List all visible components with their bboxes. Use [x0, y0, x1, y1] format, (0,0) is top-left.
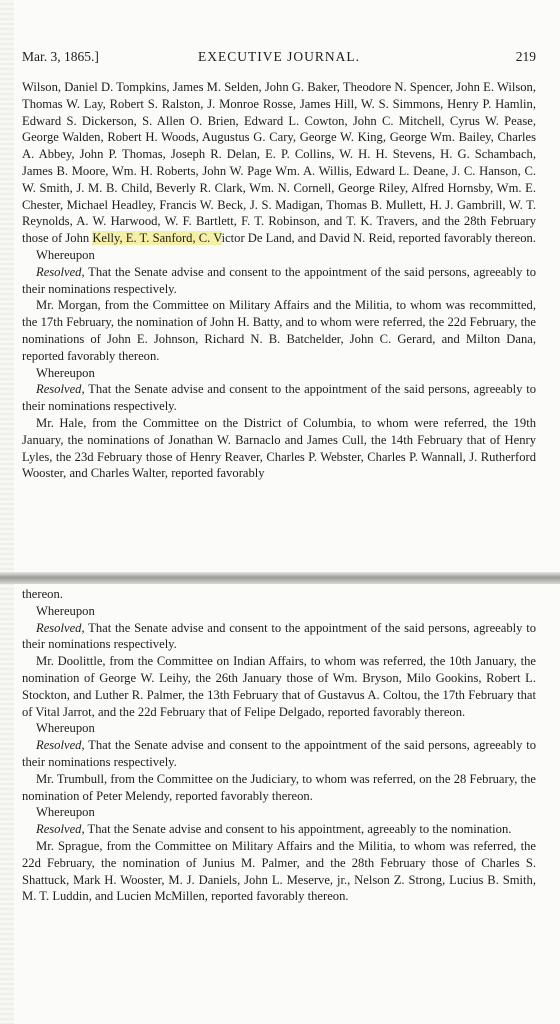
header-title: EXECUTIVE JOURNAL. [198, 49, 360, 64]
resolution-paragraph: Resolved, That the Senate advise and consent to his appointment, agreeably to the nomination. [36, 822, 512, 837]
whereupon-line: Whereupon [36, 603, 95, 618]
resolution-paragraph: Resolved, That the Senate advise and consent to the appointment of the said persons, agreeably to their nominations respectively. [22, 382, 536, 414]
resolution-paragraph: Resolved, That the Senate advise and consent to the appointment of the said persons, agreeably to their nominations respectively. [22, 620, 536, 652]
page-header [22, 48, 536, 66]
resolution-paragraph: Resolved, That the Senate advise and consent to the appointment of the said persons, agreeably to their nominations respectively. [22, 264, 536, 296]
header-page-number: 219 [515, 49, 536, 64]
text-block-upper [22, 79, 536, 570]
paragraph-continuation: thereon. [22, 587, 63, 601]
whereupon-line: Whereupon [36, 721, 95, 736]
text-block-lower [22, 586, 536, 905]
highlighted-text: Kelly, E. T. Sanford, C. V [92, 231, 222, 246]
page-edge [0, 0, 14, 1024]
paragraph-hale: Mr. Hale, from the Committee on the District of Columbia, to whom were referred, the 19th January, the nominations of Jonathan W. Barnaclo and James Cull, the 14th February that of Henry Lyles, the 23d February those of Henry Reaver, Charles P. Webster, Charles P. Wannall, J. Rutherford Wooster, and Charles Walter, reported favorably [22, 415, 536, 481]
whereupon-line: Whereupon [36, 365, 95, 380]
paragraph-sprague: Mr. Sprague, from the Committee on Military Affairs and the Militia, to whom was referred, the 22d February, the nomination of Junius M. Palmer, and the 28th February those of Charles S. Shattuck, Mark H. Wooster, M. J. Daniels, John L. Meserve, jr., Nelson Z. Strong, Lucius B. Smith, M. T. Luddin, and Lucien McMillen, reported favorably thereon. [22, 838, 536, 904]
whereupon-line: Whereupon [36, 247, 95, 262]
paragraph-trumbull: Mr. Trumbull, from the Committee on the Judiciary, to whom was referred, on the 28 February, the nomination of Peter Melendy, reported favorably thereon. [22, 771, 536, 803]
paragraph-doolittle: Mr. Doolittle, from the Committee on Indian Affairs, to whom was referred, the 10th January, the nomination of George W. Leihy, the 26th January those of Wm. Bryson, Milo Gookins, Robert L. Stockton, and Luther R. Palmer, the 13th February that of Gustavus A. Coltou, the 17th February that of Vital Jarrot, and the 22d February that of Felipe Delgado, reported favorably thereon. [22, 654, 536, 719]
paragraph-nominees: Wilson, Daniel D. Tompkins, James M. Selden, John G. Baker, Theodore N. Spencer, John E. Wilson, Thomas W. Lay, Robert S. Ralston, J. Monroe Rosse, James Hill, W. S. Simmons, Henry P. Hamlin, Edward S. Dickerson, S. Allen O. Brien, Edward L. Cowton, John C. Mitchell, Cyrus W. Pease, George Walden, Robert H. Woods, Augustus G. Cary, George W. King, George Wm. Bailey, Charles A. Abbey, John P. Thomas, Joseph R. Delan, E. P. Collins, W. H. H. Stevens, H. G. Schambach, James B. Moore, Wm. H. Roberts, John W. Page Wm. A. Willis, Edward L. Deane, J. C. Hanson, C. W. Smith, J. M. B. Child, Beverly R. Clark, Wm. N. Cornell, George Riley, Alfred Hornsby, Wm. E. Chester, Michael Headley, Francis W. Beck, J. S. Madigan, Thomas B. Mullett, H. J. Gambrill, W. T. Reynolds, A. W. Harwood, W. F. Bartlett, F. T. Robinson, and T. K. Travers, and the 28th February those of John Kelly, E. T. Sanford, C. Victor De Land, and David N. Reid, reported favorably thereon. [22, 80, 536, 246]
page-fold-divider [0, 572, 560, 584]
whereupon-line: Whereupon [36, 805, 95, 820]
header-date: Mar. 3, 1865.] [22, 49, 99, 64]
paragraph-morgan: Mr. Morgan, from the Committee on Military Affairs and the Militia, to whom was recommitted, the 17th February, the nomination of John H. Batty, and to whom were referred, the 22d February, the nominations of John E. Johnson, Richard N. B. Batchelder, John C. Gerard, and Milton Dana, reported favorably thereon. [22, 298, 536, 363]
resolution-paragraph: Resolved, That the Senate advise and consent to the appointment of the said persons, agreeably to their nominations respectively. [22, 738, 536, 769]
